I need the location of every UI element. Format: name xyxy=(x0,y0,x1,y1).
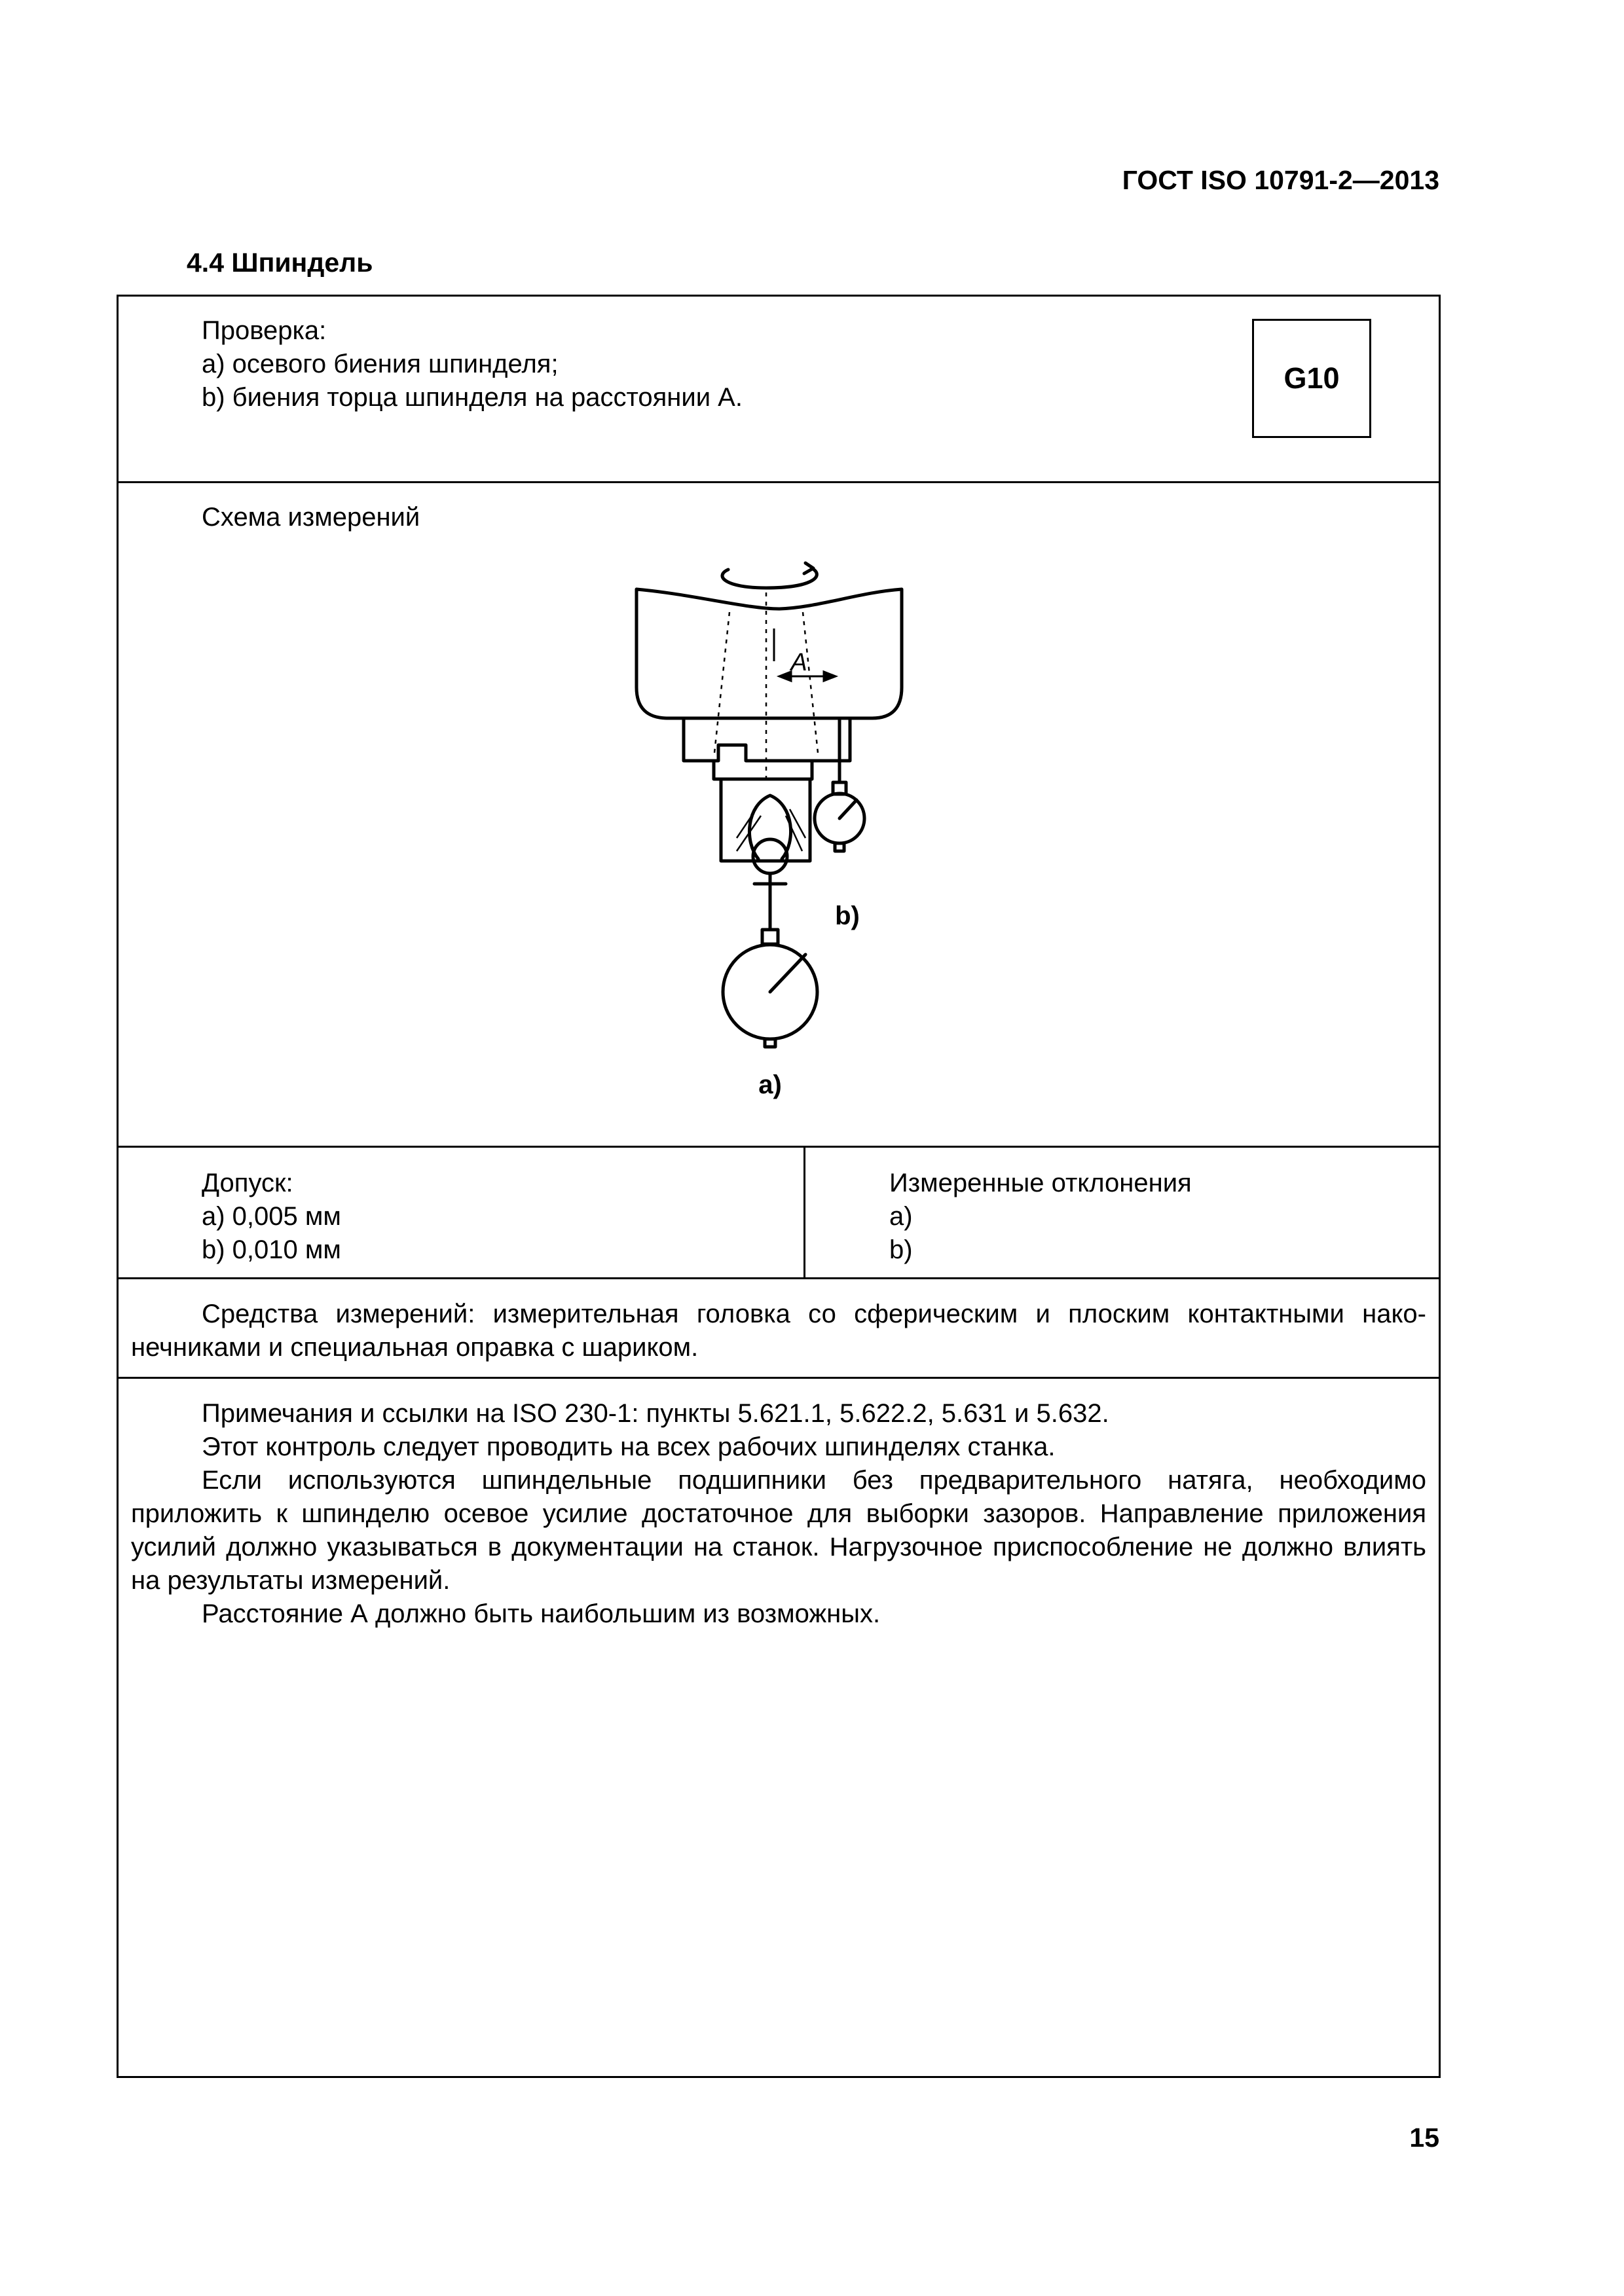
instruments-text: Средства измерений: измерительная головка со сферическим и плоским контактными нако-нечниками и специальная оправка с шариком. xyxy=(131,1300,1426,1362)
row-divider xyxy=(117,481,1441,483)
notes-paragraph: Расстояние А должно быть наибольшим из возможных. xyxy=(202,1599,881,1628)
dimension-label-a: A xyxy=(790,649,807,676)
column-divider xyxy=(803,1146,805,1278)
measurement-scheme-figure xyxy=(616,556,917,1113)
notes-paragraph: Примечания и ссылки на ISO 230-1: пункты 5.621.1, 5.622.2, 5.631 и 5.632. xyxy=(202,1399,1109,1428)
measured-heading: Измеренные отклонения xyxy=(889,1169,1192,1197)
notes-block xyxy=(131,1397,1426,1631)
notes-paragraph: Этот контроль следует проводить на всех рабочих шпинделях станка. xyxy=(202,1432,1056,1461)
test-code-box: G10 xyxy=(1252,319,1371,438)
section-title: 4.4 Шпиндель xyxy=(187,247,373,278)
tolerance-item-a: а) 0,005 мм xyxy=(202,1202,341,1231)
instruments-block xyxy=(131,1298,1426,1364)
measured-item-b: b) xyxy=(889,1235,913,1264)
row-divider xyxy=(117,1277,1441,1279)
standard-header: ГОСТ ISO 10791-2—2013 xyxy=(1122,165,1439,195)
tolerance-item-b: b) 0,010 мм xyxy=(202,1235,341,1264)
spindle-housing xyxy=(637,589,902,718)
page-number: 15 xyxy=(1409,2123,1439,2153)
row-divider xyxy=(117,1377,1441,1379)
scheme-heading: Схема измерений xyxy=(202,503,420,532)
indicator-label-a: a) xyxy=(758,1070,782,1099)
test-mandrel xyxy=(721,779,810,861)
rotation-arrow xyxy=(722,568,817,588)
measured-item-a: а) xyxy=(889,1202,913,1231)
check-item-b: b) биения торца шпинделя на расстоянии А. xyxy=(202,383,743,412)
row-divider xyxy=(117,1146,1441,1148)
notes-paragraph: Если используются шпиндельные подшипники без предварительного натяга, необходимо приложить к шпинделю осевое усилие достаточное для выборки зазоров. Направление приложения усилий должно указываться в документации на станок. Нагрузочное приспособление не должно влиять на результаты измерений. xyxy=(131,1466,1426,1595)
check-item-a: а) осевого биения шпинделя; xyxy=(202,350,559,378)
tolerance-heading: Допуск: xyxy=(202,1169,293,1197)
indicator-label-b: b) xyxy=(835,902,860,930)
check-heading: Проверка: xyxy=(202,316,327,345)
